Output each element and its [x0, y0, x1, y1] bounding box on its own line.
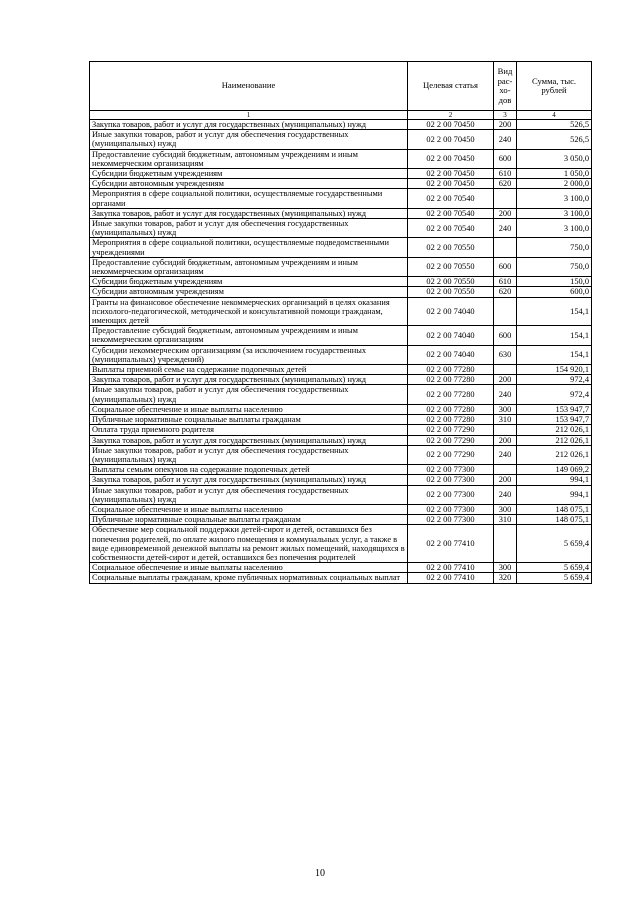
table-row: [90, 287, 592, 297]
row-amount-cell: 154,1: [517, 326, 592, 345]
row-target-article-cell: 02 2 00 77290: [408, 425, 494, 435]
row-target-article-cell: 02 2 00 70540: [408, 189, 494, 208]
row-amount-cell: 212 026,1: [517, 445, 592, 464]
row-expense-type-cell: [494, 525, 517, 563]
row-amount-cell: 750,0: [517, 257, 592, 276]
table-row: [90, 515, 592, 525]
row-name-cell: Гранты на финансовое обеспечение некоммерческих организаций в целях оказания психолого-педагогической, методической и консультативной помощи гражданам, имеющих детей: [90, 297, 408, 326]
table-row: [90, 475, 592, 485]
row-target-article-cell: 02 2 00 70450: [408, 149, 494, 168]
row-expense-type-cell: 310: [494, 515, 517, 525]
row-expense-type-cell: 600: [494, 257, 517, 276]
row-target-article-cell: 02 2 00 70450: [408, 169, 494, 179]
column-number: 2: [408, 111, 494, 120]
row-name-cell: Иные закупки товаров, работ и услуг для обеспечения государственных (муниципальных) нужд: [90, 219, 408, 238]
row-expense-type-cell: 240: [494, 130, 517, 149]
row-amount-cell: 994,1: [517, 485, 592, 504]
header-expense-type: Вид рас-хо-дов: [494, 62, 517, 111]
row-name-cell: Субсидии автономным учреждениям: [90, 287, 408, 297]
row-name-cell: Иные закупки товаров, работ и услуг для обеспечения государственных (муниципальных) нужд: [90, 385, 408, 404]
row-target-article-cell: 02 2 00 77280: [408, 415, 494, 425]
table-row: [90, 435, 592, 445]
table-row: [90, 385, 592, 404]
row-target-article-cell: 02 2 00 77280: [408, 365, 494, 375]
row-expense-type-cell: 310: [494, 415, 517, 425]
row-amount-cell: 3 100,0: [517, 219, 592, 238]
column-number: 1: [90, 111, 408, 120]
column-number: 3: [494, 111, 517, 120]
row-amount-cell: 526,5: [517, 130, 592, 149]
row-amount-cell: 212 026,1: [517, 425, 592, 435]
row-name-cell: Предоставление субсидий бюджетным, автономным учреждениям и иным некоммерческим организациям: [90, 149, 408, 168]
row-amount-cell: 154,1: [517, 297, 592, 326]
row-expense-type-cell: [494, 465, 517, 475]
row-expense-type-cell: 240: [494, 485, 517, 504]
row-amount-cell: 526,5: [517, 120, 592, 130]
row-target-article-cell: 02 2 00 70450: [408, 130, 494, 149]
row-name-cell: Мероприятия в сфере социальной политики, осуществляемые подведомственными учреждениями: [90, 238, 408, 257]
table-row: [90, 238, 592, 257]
table-row: [90, 345, 592, 364]
row-amount-cell: 212 026,1: [517, 435, 592, 445]
table-row: [90, 326, 592, 345]
row-name-cell: Закупка товаров, работ и услуг для государственных (муниципальных) нужд: [90, 375, 408, 385]
row-target-article-cell: 02 2 00 74040: [408, 297, 494, 326]
row-name-cell: Субсидии бюджетным учреждениям: [90, 169, 408, 179]
row-expense-type-cell: 600: [494, 149, 517, 168]
row-expense-type-cell: 200: [494, 375, 517, 385]
row-amount-cell: 153 947,7: [517, 404, 592, 414]
row-target-article-cell: 02 2 00 70550: [408, 287, 494, 297]
table-row: [90, 219, 592, 238]
row-name-cell: Выплаты приемной семье на содержание подопечных детей: [90, 365, 408, 375]
row-target-article-cell: 02 2 00 70540: [408, 219, 494, 238]
row-target-article-cell: 02 2 00 70550: [408, 238, 494, 257]
row-amount-cell: 5 659,4: [517, 525, 592, 563]
row-target-article-cell: 02 2 00 77300: [408, 515, 494, 525]
row-amount-cell: 5 659,4: [517, 573, 592, 583]
table-row: [90, 169, 592, 179]
row-name-cell: Предоставление субсидий бюджетным, автономным учреждениям и иным некоммерческим организациям: [90, 257, 408, 276]
row-expense-type-cell: 610: [494, 277, 517, 287]
row-expense-type-cell: 630: [494, 345, 517, 364]
row-expense-type-cell: 620: [494, 287, 517, 297]
row-expense-type-cell: 200: [494, 435, 517, 445]
row-target-article-cell: 02 2 00 77300: [408, 504, 494, 514]
row-name-cell: Социальное обеспечение и иные выплаты населению: [90, 563, 408, 573]
header-amount: Сумма, тыс. рублей: [517, 62, 592, 111]
row-amount-cell: 2 000,0: [517, 179, 592, 189]
table-row: [90, 120, 592, 130]
table-row: [90, 277, 592, 287]
row-name-cell: Субсидии бюджетным учреждениям: [90, 277, 408, 287]
table-row: [90, 149, 592, 168]
row-amount-cell: 972,4: [517, 375, 592, 385]
row-target-article-cell: 02 2 00 74040: [408, 326, 494, 345]
row-expense-type-cell: 240: [494, 385, 517, 404]
row-expense-type-cell: 200: [494, 120, 517, 130]
row-target-article-cell: 02 2 00 77300: [408, 475, 494, 485]
table-row: [90, 465, 592, 475]
row-expense-type-cell: 240: [494, 219, 517, 238]
row-name-cell: Публичные нормативные социальные выплаты гражданам: [90, 515, 408, 525]
row-name-cell: Публичные нормативные социальные выплаты гражданам: [90, 415, 408, 425]
row-expense-type-cell: 300: [494, 563, 517, 573]
table-row: [90, 504, 592, 514]
row-amount-cell: 154,1: [517, 345, 592, 364]
row-expense-type-cell: 320: [494, 573, 517, 583]
table-row: [90, 415, 592, 425]
table-row: [90, 179, 592, 189]
row-amount-cell: 600,0: [517, 287, 592, 297]
row-name-cell: Мероприятия в сфере социальной политики, осуществляемые государственными органами: [90, 189, 408, 208]
row-amount-cell: 5 659,4: [517, 563, 592, 573]
row-target-article-cell: 02 2 00 77410: [408, 563, 494, 573]
row-target-article-cell: 02 2 00 77300: [408, 465, 494, 475]
row-target-article-cell: 02 2 00 77280: [408, 375, 494, 385]
row-name-cell: Социальное обеспечение и иные выплаты населению: [90, 404, 408, 414]
row-amount-cell: 148 075,1: [517, 504, 592, 514]
table-row: [90, 365, 592, 375]
table-row: [90, 208, 592, 218]
row-expense-type-cell: [494, 425, 517, 435]
table-row: [90, 130, 592, 149]
row-expense-type-cell: 600: [494, 326, 517, 345]
row-target-article-cell: 02 2 00 70550: [408, 257, 494, 276]
row-amount-cell: 1 050,0: [517, 169, 592, 179]
row-name-cell: Предоставление субсидий бюджетным, автономным учреждениям и иным некоммерческим организациям: [90, 326, 408, 345]
row-target-article-cell: 02 2 00 77290: [408, 435, 494, 445]
row-name-cell: Социальное обеспечение и иные выплаты населению: [90, 504, 408, 514]
table-row: [90, 189, 592, 208]
table-row: [90, 297, 592, 326]
table-row: [90, 563, 592, 573]
row-name-cell: Иные закупки товаров, работ и услуг для обеспечения государственных (муниципальных) нужд: [90, 445, 408, 464]
row-amount-cell: 154 920,1: [517, 365, 592, 375]
row-name-cell: Субсидии некоммерческим организациям (за исключением государственных (муниципальных) учреждений): [90, 345, 408, 364]
row-expense-type-cell: 300: [494, 504, 517, 514]
table-row: [90, 573, 592, 583]
row-expense-type-cell: [494, 238, 517, 257]
table-body: [90, 120, 592, 584]
row-name-cell: Закупка товаров, работ и услуг для государственных (муниципальных) нужд: [90, 120, 408, 130]
row-target-article-cell: 02 2 00 70550: [408, 277, 494, 287]
row-target-article-cell: 02 2 00 77280: [408, 385, 494, 404]
row-amount-cell: 149 069,2: [517, 465, 592, 475]
row-target-article-cell: 02 2 00 77300: [408, 485, 494, 504]
row-target-article-cell: 02 2 00 70450: [408, 120, 494, 130]
table-row: [90, 425, 592, 435]
row-name-cell: Обеспечение мер социальной поддержки детей-сирот и детей, оставшихся без попечения родителей, по оплате жилого помещения и коммунальных услуг, а также в виде единовременной денежной выплаты на ремонт жилых помещений, находящихся в собственности детей-сирот и детей, оставшихся без попечения родителей: [90, 525, 408, 563]
header-target-article: Целевая статья: [408, 62, 494, 111]
row-expense-type-cell: 200: [494, 475, 517, 485]
row-amount-cell: 153 947,7: [517, 415, 592, 425]
table-row: [90, 257, 592, 276]
row-expense-type-cell: 200: [494, 208, 517, 218]
row-name-cell: Оплата труда приемного родителя: [90, 425, 408, 435]
row-amount-cell: 994,1: [517, 475, 592, 485]
table-row: [90, 404, 592, 414]
row-expense-type-cell: 300: [494, 404, 517, 414]
row-amount-cell: 3 100,0: [517, 208, 592, 218]
row-amount-cell: 3 050,0: [517, 149, 592, 168]
row-amount-cell: 3 100,0: [517, 189, 592, 208]
row-name-cell: Закупка товаров, работ и услуг для государственных (муниципальных) нужд: [90, 208, 408, 218]
row-amount-cell: 750,0: [517, 238, 592, 257]
row-expense-type-cell: 240: [494, 445, 517, 464]
row-name-cell: Выплаты семьям опекунов на содержание подопечных детей: [90, 465, 408, 475]
table-row: [90, 375, 592, 385]
table-row: [90, 445, 592, 464]
budget-table: [89, 61, 592, 584]
table-row: [90, 485, 592, 504]
row-name-cell: Иные закупки товаров, работ и услуг для обеспечения государственных (муниципальных) нужд: [90, 485, 408, 504]
row-target-article-cell: 02 2 00 77290: [408, 445, 494, 464]
column-number-row: [90, 111, 592, 120]
row-target-article-cell: 02 2 00 77410: [408, 573, 494, 583]
header-name: Наименование: [90, 62, 408, 111]
row-name-cell: Иные закупки товаров, работ и услуг для обеспечения государственных (муниципальных) нужд: [90, 130, 408, 149]
row-target-article-cell: 02 2 00 70450: [408, 179, 494, 189]
row-expense-type-cell: [494, 189, 517, 208]
table-row: [90, 525, 592, 563]
row-target-article-cell: 02 2 00 77410: [408, 525, 494, 563]
row-amount-cell: 972,4: [517, 385, 592, 404]
row-amount-cell: 150,0: [517, 277, 592, 287]
row-expense-type-cell: [494, 297, 517, 326]
row-name-cell: Закупка товаров, работ и услуг для государственных (муниципальных) нужд: [90, 435, 408, 445]
row-expense-type-cell: [494, 365, 517, 375]
row-target-article-cell: 02 2 00 70540: [408, 208, 494, 218]
table-header-row: [90, 62, 592, 111]
column-number: 4: [517, 111, 592, 120]
row-target-article-cell: 02 2 00 77280: [408, 404, 494, 414]
row-expense-type-cell: 620: [494, 179, 517, 189]
row-name-cell: Субсидии автономным учреждениям: [90, 179, 408, 189]
row-name-cell: Закупка товаров, работ и услуг для государственных (муниципальных) нужд: [90, 475, 408, 485]
row-target-article-cell: 02 2 00 74040: [408, 345, 494, 364]
page-number: 10: [315, 868, 325, 879]
row-amount-cell: 148 075,1: [517, 515, 592, 525]
row-name-cell: Социальные выплаты гражданам, кроме публичных нормативных социальных выплат: [90, 573, 408, 583]
row-expense-type-cell: 610: [494, 169, 517, 179]
